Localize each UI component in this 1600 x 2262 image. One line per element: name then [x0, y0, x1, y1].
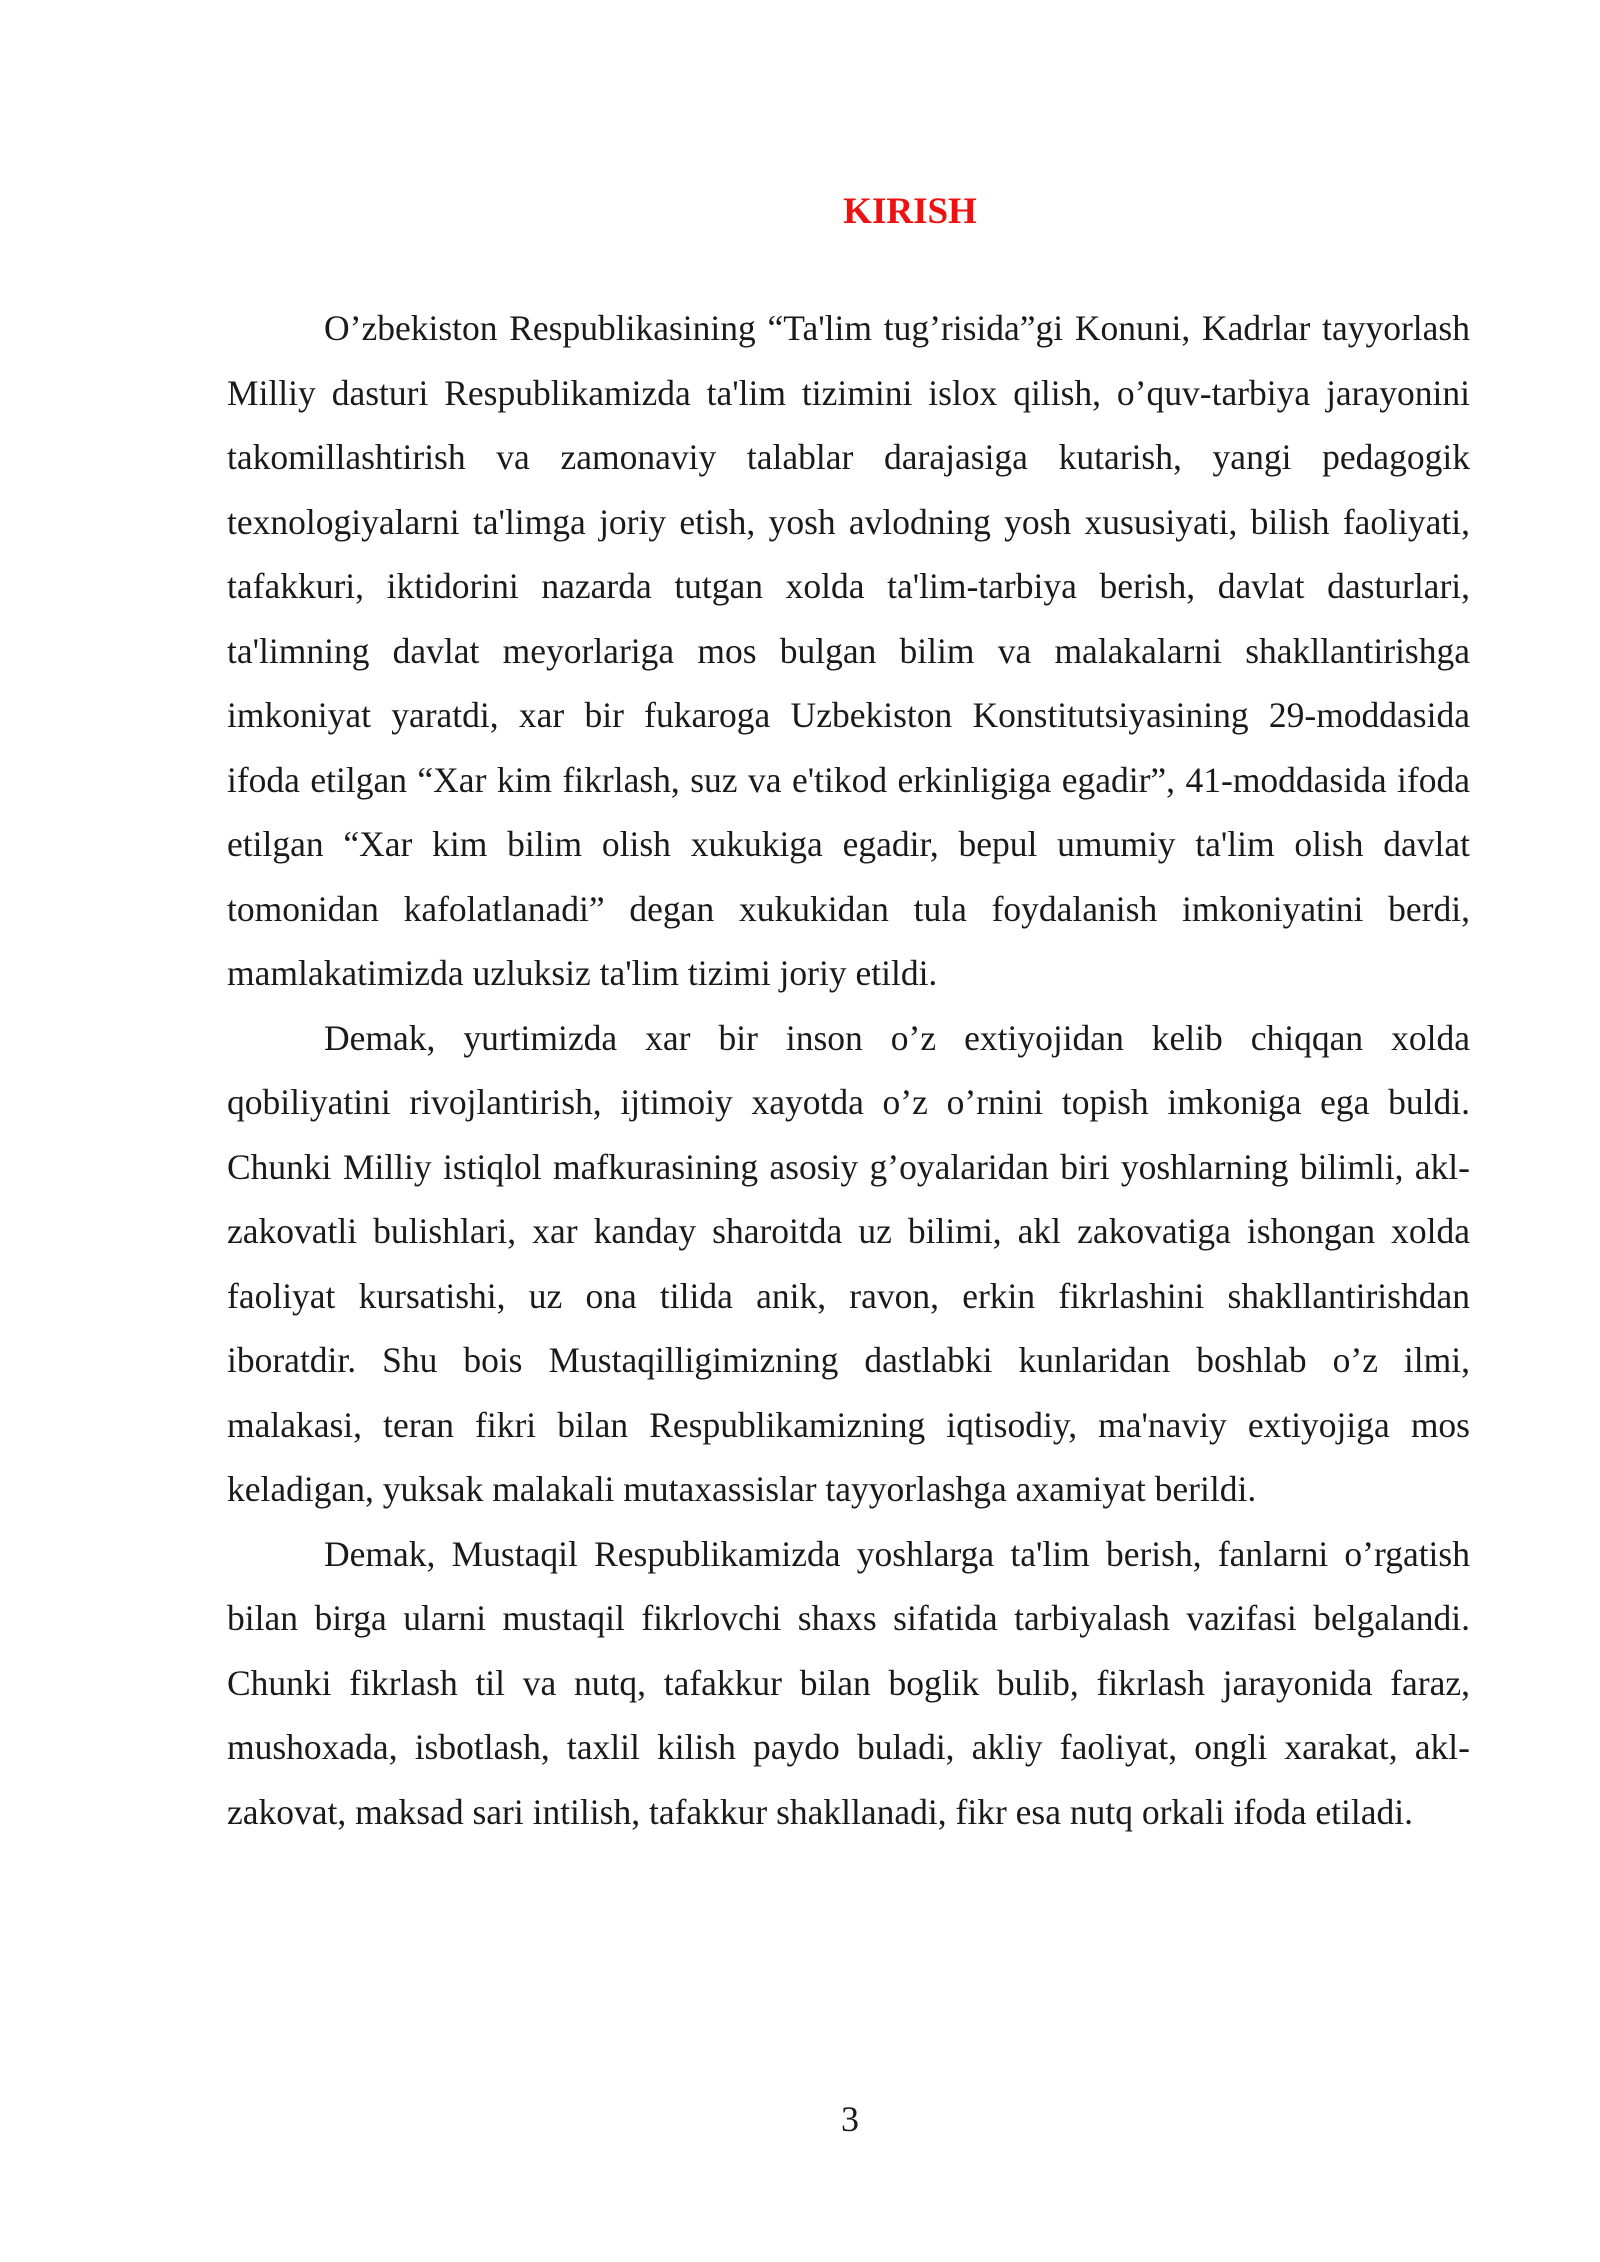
- paragraph-2: Demak, yurtimizda xar bir inson o’z extiyojidan kelib chiqqan xolda qobiliyatini rivojlantirish, ijtimoiy xayotda o’z o’rnini topish imkoniga ega buldi. Chunki Milliy istiqlol mafkurasining asosiy g’oyalaridan biri yoshlarning bilimli, akl-zakovatli bulishlari, xar kanday sharoitda uz bilimi, akl zakovatiga ishongan xolda faoliyat kursatishi, uz ona tilida anik, ravon, erkin fikrlashini shakllantirishdan iboratdir. Shu bois Mustaqilligimizning dastlabki kunlaridan boshlab o’z ilmi, malakasi, teran fikri bilan Respublikamizning iqtisodiy, ma'naviy extiyojiga mos keladigan, yuksak malakali mutaxassislar tayyorlashga axamiyat berildi.: [227, 1017, 1470, 1509]
- page-title: KIRISH: [843, 191, 977, 232]
- paragraph-1: O’zbekiston Respublikasining “Ta'lim tug’risida”gi Konuni, Kadrlar tayyorlash Milliy dasturi Respublikamizda ta'lim tizimini islox qilish, o’quv-tarbiya jarayonini takomillashtirish va zamonaviy talablar darajasiga kutarish, yangi pedagogik texnologiyalarni ta'limga joriy etish, yosh avlodning yosh xususiyati, bilish faoliyati, tafakkuri, iktidorini nazarda tutgan xolda ta'lim-tarbiya berish, davlat dasturlari, ta'limning davlat meyorlariga mos bulgan bilim va malakalarni shakllantirishga imkoniyat yaratdi, xar bir fukaroga Uzbekiston Konstitutsiyasining 29-moddasida ifoda etilgan “Xar kim fikrlash, suz va e'tikod erkinligiga egadir”, 41-moddasida ifoda etilgan “Xar kim bilim olish xukukiga egadir, bepul umumiy ta'lim olish davlat tomonidan kafolatlanadi” degan xukukidan tula foydalanish imkoniyatini berdi, mamlakatimizda uzluksiz ta'lim tizimi joriy etildi.: [227, 308, 1470, 993]
- page-number: 3: [841, 2099, 859, 2139]
- body-text: [227, 296, 1470, 1844]
- paragraph-3: Demak, Mustaqil Respublikamizda yoshlarga ta'lim berish, fanlarni o’rgatish bilan birga ularni mustaqil fikrlovchi shaxs sifatida tarbiyalash vazifasi belgalandi. Chunki fikrlash til va nutq, tafakkur bilan boglik bulib, fikrlash jarayonida faraz, mushoxada, isbotlash, taxlil kilish paydo buladi, akliy faoliyat, ongli xarakat, akl-zakovat, maksad sari intilish, tafakkur shakllanadi, fikr esa nutq orkali ifoda etiladi.: [227, 1533, 1470, 1832]
